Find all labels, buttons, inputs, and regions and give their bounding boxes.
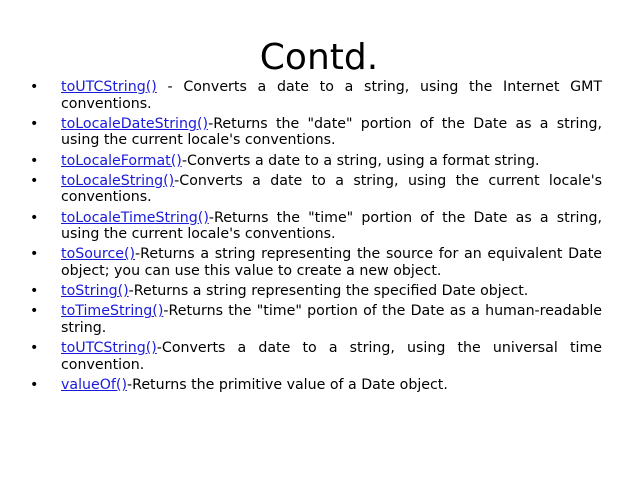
list-item (30, 79, 602, 112)
method-description: Returns the "time" portion of the Date as a string, using the current locale's conventions. (61, 209, 602, 243)
list-item (30, 246, 602, 279)
list-item (30, 116, 602, 149)
list-item (30, 173, 602, 206)
bullet-icon: • (30, 246, 39, 263)
method-link[interactable]: toLocaleDateString() (61, 115, 209, 132)
bullet-icon: • (30, 283, 39, 300)
method-link[interactable]: toTimeString() (61, 303, 164, 320)
list-item (30, 377, 602, 394)
slide-title: Contd. (259, 37, 379, 78)
method-link[interactable]: toLocaleFormat() (61, 152, 182, 169)
method-link[interactable]: toString() (61, 283, 129, 300)
method-description: Converts a date to a string, using the Internet GMT conventions. (61, 79, 603, 112)
separator: - (163, 303, 169, 320)
bullet-icon: • (30, 209, 39, 226)
list-item (30, 153, 602, 170)
method-link[interactable]: toLocaleTimeString() (61, 209, 209, 226)
method-description: Converts a date to a string, using a format string. (186, 152, 540, 169)
method-description: Converts a date to a string, using the current locale's conventions. (61, 172, 602, 206)
separator: - (126, 376, 133, 393)
list-item (30, 303, 602, 336)
method-description: Returns a string representing the source for an equivalent Date object; you can use this value to create a new object. (61, 246, 602, 279)
bullet-icon: • (30, 172, 39, 189)
separator: - (208, 209, 214, 226)
list-item (30, 210, 602, 243)
bullet-list (30, 79, 602, 397)
separator: - (128, 283, 134, 300)
bullet-icon: • (30, 152, 39, 169)
method-link[interactable]: toUTCString() (61, 340, 157, 357)
separator: - (174, 172, 180, 189)
method-description: Returns the primitive value of a Date object. (132, 376, 448, 393)
bullet-icon: • (30, 115, 39, 132)
method-description: Returns the "time" portion of the Date as a human-readable string. (61, 303, 602, 336)
separator: - (208, 115, 214, 132)
method-description: Returns the "date" portion of the Date as a string, using the current locale's conventions. (61, 115, 602, 149)
method-description: Returns a string representing the specified Date object. (133, 283, 529, 300)
bullet-icon: • (30, 303, 39, 320)
list-item (30, 283, 602, 300)
separator: - (181, 152, 187, 169)
bullet-icon: • (30, 340, 39, 357)
method-link[interactable]: toSource() (61, 246, 136, 263)
separator: - (156, 340, 162, 357)
method-link[interactable]: valueOf() (61, 376, 127, 393)
list-item (30, 340, 602, 373)
bullet-icon: • (30, 79, 39, 95)
separator: - (135, 246, 141, 263)
separator: - (156, 79, 184, 95)
method-description: Converts a date to a string, using the universal time convention. (61, 340, 602, 373)
bullet-icon: • (30, 376, 39, 393)
method-link[interactable]: toUTCString() (61, 79, 157, 95)
method-link[interactable]: toLocaleString() (61, 172, 175, 189)
